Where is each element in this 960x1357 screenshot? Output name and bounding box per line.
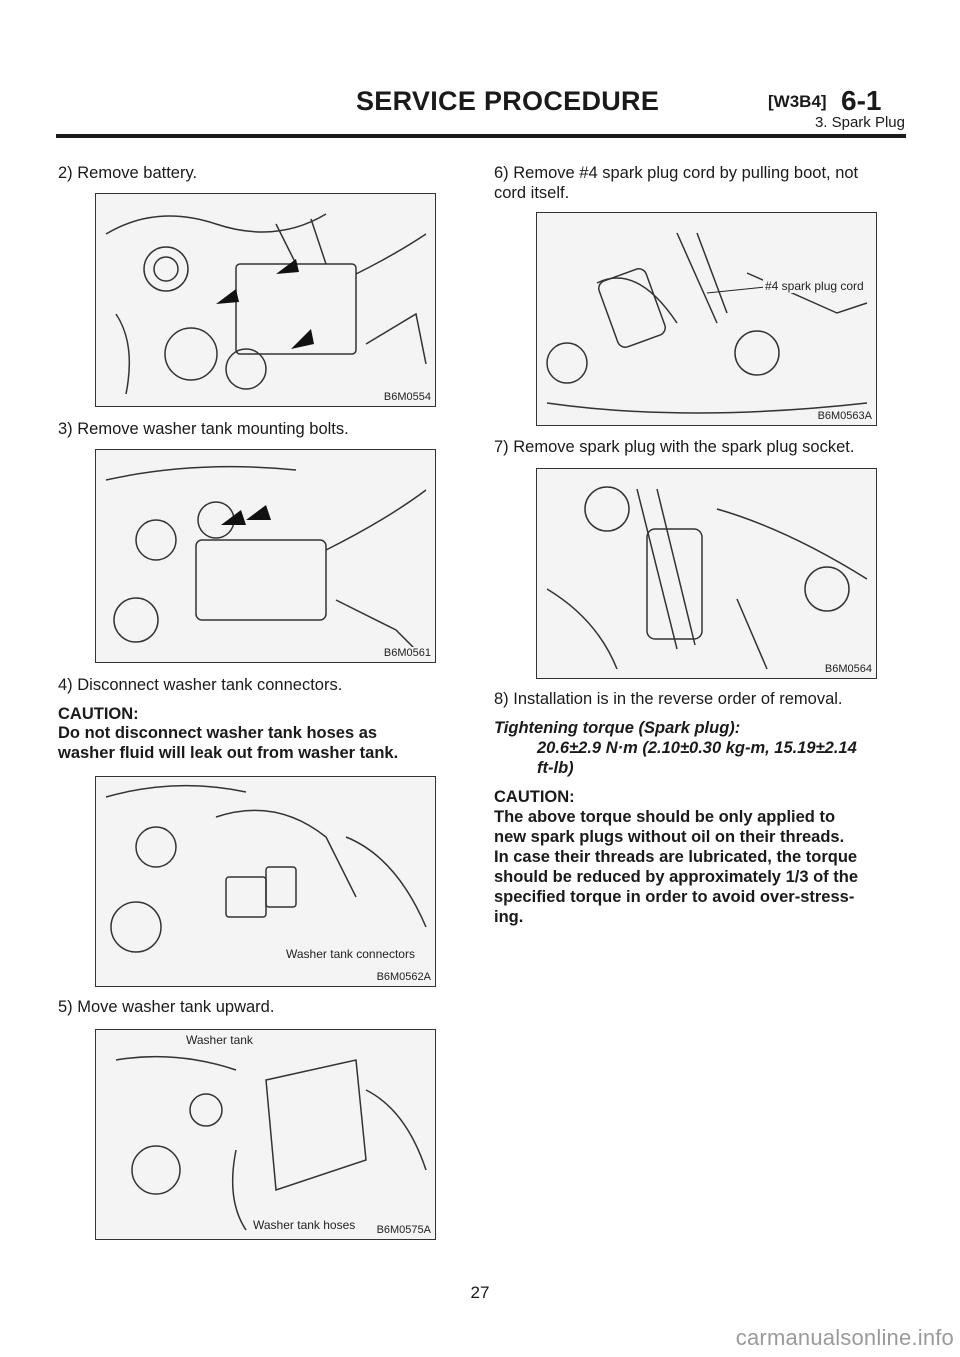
- figure-callout: Washer tank hoses: [253, 1218, 356, 1232]
- step-8-text: 8) Installation is in the reverse order of removal.: [494, 690, 843, 708]
- figure-caption: B6M0575A: [376, 1224, 431, 1236]
- watermark: carmanualsonline.info: [735, 1325, 954, 1350]
- torque-value: 20.6±2.9 N·m (2.10±0.30 kg-m, 15.19±2.14: [537, 739, 857, 757]
- figure-washer-tank-connectors: [95, 776, 436, 987]
- page-number: 27: [470, 1283, 490, 1302]
- figure-spark-plug-cord: [536, 212, 877, 426]
- figure-remove-battery: [95, 193, 436, 407]
- caution-line: ing.: [494, 908, 524, 926]
- figure-callout: Washer tank connectors: [286, 947, 415, 961]
- caution-line: should be reduced by approximately 1/3 of the: [494, 868, 858, 886]
- spark-plug-socket-illustration: [537, 469, 876, 678]
- figure-caption: B6M0554: [383, 391, 431, 403]
- engine-bay-illustration: [96, 194, 435, 406]
- figure-washer-tank-bolts: [95, 449, 436, 663]
- figure-callout: Washer tank: [186, 1033, 253, 1047]
- torque-label: Tightening torque (Spark plug):: [494, 719, 741, 737]
- step-7-text: 7) Remove spark plug with the spark plug socket.: [494, 438, 855, 456]
- header-rule: [56, 134, 906, 138]
- step-4-text: 4) Disconnect washer tank connectors.: [58, 676, 343, 694]
- figure-remove-spark-plug: [536, 468, 877, 679]
- section-code: [W3B4]: [768, 92, 827, 111]
- figure-move-washer-tank: [95, 1029, 436, 1240]
- caution-title: CAUTION:: [58, 705, 139, 723]
- caution-title: CAUTION:: [494, 788, 575, 806]
- caution-line: In case their threads are lubricated, the torque: [494, 848, 858, 866]
- figure-caption: B6M0564: [824, 663, 872, 675]
- step-6-text-cont: cord itself.: [494, 184, 570, 202]
- step-6-text: 6) Remove #4 spark plug cord by pulling boot, not: [494, 164, 859, 182]
- figure-caption: B6M0561: [383, 647, 431, 659]
- step-2-text: 2) Remove battery.: [58, 164, 198, 182]
- page-title: SERVICE PROCEDURE: [356, 86, 660, 116]
- figure-callout: #4 spark plug cord: [765, 279, 864, 293]
- washer-tank-illustration: [96, 450, 435, 662]
- washer-tank-lifted-illustration: [96, 1030, 435, 1239]
- figure-caption: B6M0562A: [376, 971, 431, 983]
- caution-line: The above torque should be only applied to: [494, 808, 836, 826]
- caution-line: specified torque in order to avoid over-stress-: [494, 888, 855, 906]
- torque-value-cont: ft-lb): [537, 759, 574, 777]
- figure-caption: B6M0563A: [817, 410, 872, 422]
- step-3-text: 3) Remove washer tank mounting bolts.: [58, 420, 349, 438]
- caution-line: washer fluid will leak out from washer tank.: [58, 744, 399, 762]
- section-number: 6-1: [841, 85, 882, 116]
- caution-line: new spark plugs without oil on their threads.: [494, 828, 845, 846]
- step-5-text: 5) Move washer tank upward.: [58, 998, 275, 1016]
- spark-plug-cord-illustration: [537, 213, 876, 425]
- section-subtitle: 3. Spark Plug: [814, 114, 905, 131]
- caution-line: Do not disconnect washer tank hoses as: [58, 724, 378, 742]
